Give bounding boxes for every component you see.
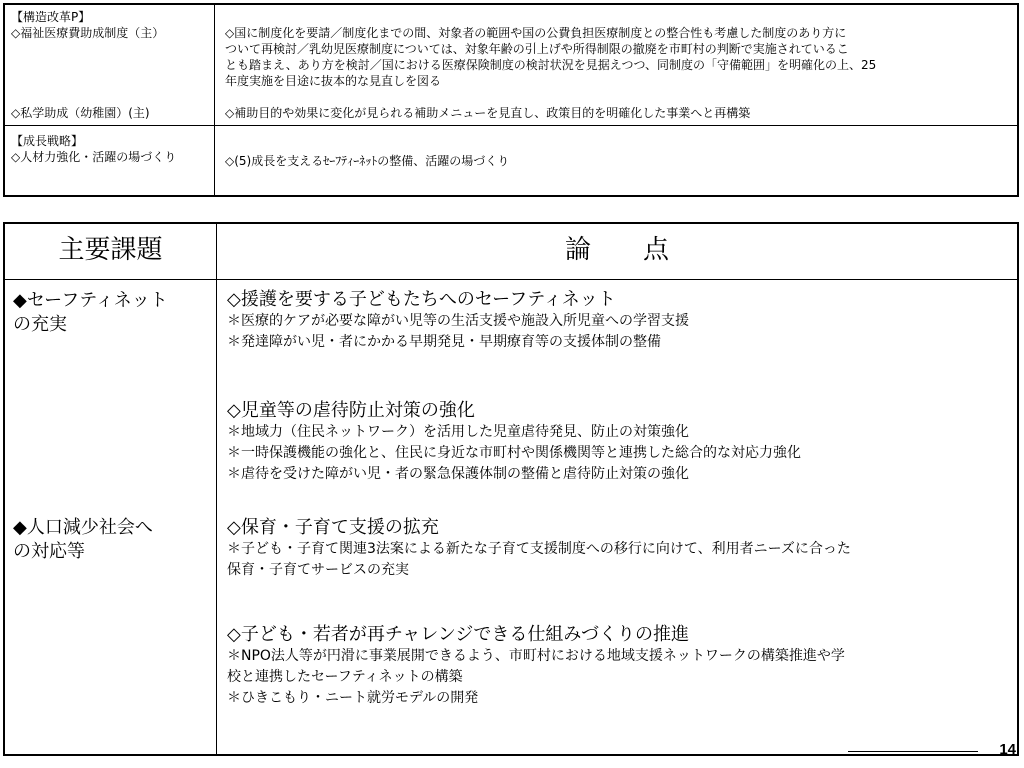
topic-item: ＊NPO法人等が円滑に事業展開できるよう、市町村における地域支援ネットワークの構築推進や学	[227, 648, 845, 664]
growth-strategy-heading: 【成長戦略】	[11, 134, 84, 148]
topic-block	[227, 399, 1003, 485]
private-school-subsidy-item: ◇私学助成（幼稚園）(主)	[11, 106, 150, 120]
topic-item: ＊地域力（住民ネットワーク）を活用した児童虐待発見、防止の対策強化	[227, 424, 689, 440]
row-divider	[5, 125, 1017, 126]
reform-strategy-table	[3, 3, 1019, 197]
topic-title: ◇子ども・若者が再チャレンジできる仕組みづくりの推進	[227, 624, 690, 645]
private-school-detail-cell	[225, 105, 1017, 121]
topic-item: ＊子ども・子育て関連3法案による新たな子育て支援制度への移行に向けて、利用者ニーズに合った	[227, 541, 851, 557]
growth-strategy-detail-cell	[225, 153, 1017, 169]
talent-development-item: ◇人材力強化・活躍の場づくり	[11, 150, 177, 164]
discussion-points-column	[217, 224, 1017, 754]
footer-rule	[848, 751, 978, 752]
topic-item: ＊ひきこもり・ニート就労モデルの開発	[227, 690, 479, 706]
topic-block	[227, 516, 1003, 581]
private-school-detail: ◇補助目的や効果に変化が見られる補助メニューを見直し、政策目的を明確化した事業へと再構築	[225, 106, 751, 120]
topic-title: ◇保育・子育て支援の拡充	[227, 517, 439, 538]
welfare-medical-detail-line: 年度実施を目途に抜本的な見直しを図る	[225, 74, 442, 88]
welfare-medical-detail-line: とも踏まえ、あり方を検討／国における医療保険制度の検討状況を見据えつつ、同制度の「守備範囲」を明確化の上、25	[225, 58, 877, 72]
welfare-medical-detail-line: ついて再検討／乳幼児医療制度については、対象年齢の引上げや所得制限の撤廃を市町村の判断で実施されているこ	[225, 42, 849, 56]
growth-strategy-detail: ◇(5)成長を支えるｾｰﾌﾃｨｰﾈｯﾄの整備、活躍の場づくり	[225, 154, 510, 168]
topic-item: ＊虐待を受けた障がい児・者の緊急保護体制の整備と虐待防止対策の強化	[227, 466, 689, 482]
issue-line: ◆セーフティネット	[13, 290, 168, 311]
topic-title: ◇援護を要する子どもたちへのセーフティネット	[227, 289, 616, 310]
page-number: 14	[999, 741, 1016, 758]
welfare-medical-detail-line: ◇国に制度化を要請／制度化までの間、対象者の範囲や国の公費負担医療制度との整合性も考慮した制度のあり方に	[225, 26, 847, 40]
topic-block	[227, 623, 1003, 709]
private-school-subsidy-cell	[11, 105, 211, 121]
key-issues-header: 主要課題	[58, 235, 163, 265]
discussion-points-header: 論 点	[564, 235, 669, 265]
welfare-medical-detail-cell	[225, 25, 1017, 89]
growth-strategy-cell	[11, 133, 211, 165]
welfare-medical-subsidy-item: ◇福祉医療費助成制度（主）	[11, 26, 165, 40]
issue-line: ◆人口減少社会へ	[13, 517, 153, 538]
topic-item: 保育・子育てサービスの充実	[227, 562, 409, 578]
topic-item: ＊一時保護機能の強化と、住民に身近な市町村や関係機関等と連携した総合的な対応力強化	[227, 445, 801, 461]
key-issues-table	[3, 222, 1019, 756]
topic-title: ◇児童等の虐待防止対策の強化	[227, 400, 475, 421]
issue-line: の対応等	[13, 541, 85, 562]
topic-item: ＊医療的ケアが必要な障がい児等の生活支援や施設入所児童への学習支援	[227, 313, 689, 329]
topic-item: 校と連携したセーフティネットの構築	[227, 669, 463, 685]
structural-reform-cell	[11, 9, 211, 41]
topic-block	[227, 288, 1003, 353]
safety-net-issue	[13, 289, 213, 337]
structural-reform-heading: 【構造改革P】	[11, 10, 91, 24]
topic-item: ＊発達障がい児・者にかかる早期発見・早期療育等の支援体制の整備	[227, 334, 661, 350]
issue-line: の充実	[13, 314, 67, 335]
population-decline-issue	[13, 516, 213, 564]
column-divider	[214, 5, 215, 195]
